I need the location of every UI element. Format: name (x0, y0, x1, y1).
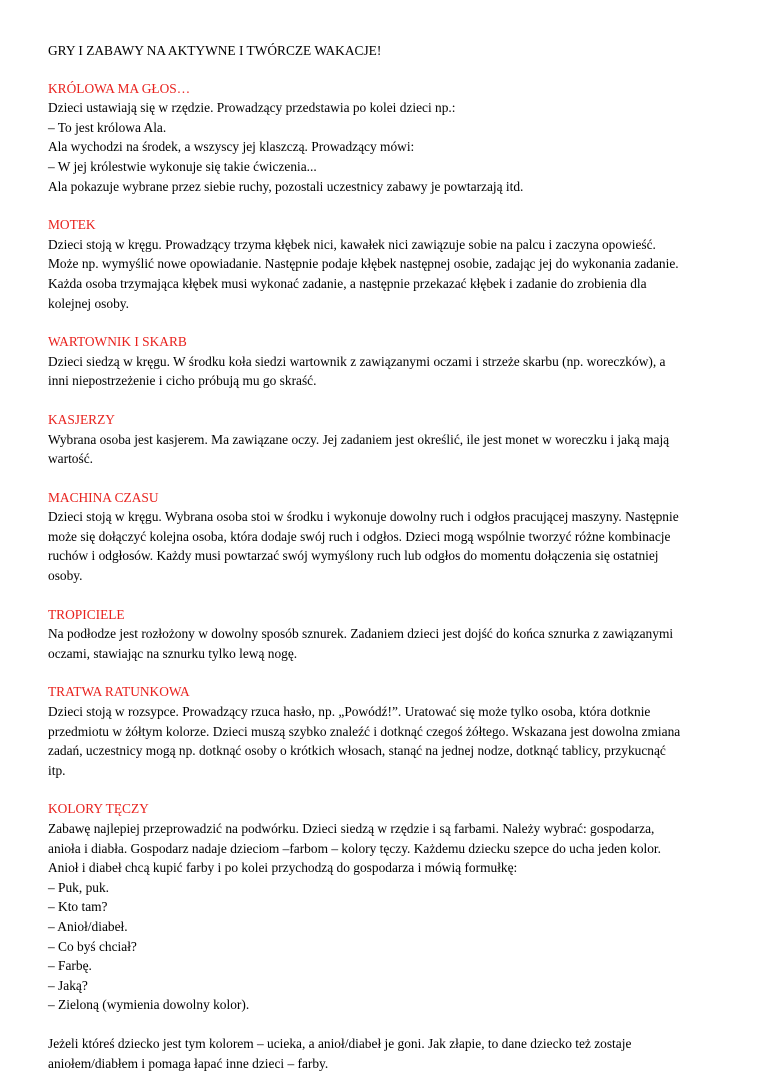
section-line: może się dołączyć kolejna osoba, która dodaje swój ruch i odgłos. Dzieci mogą wspólnie tworzyć różne kombinacje (48, 528, 671, 544)
section-heading: KOLORY TĘCZY (48, 801, 149, 817)
section-line: Ala pokazuje wybrane przez siebie ruchy, pozostali uczestnicy zabawy je powtarzają itd. (48, 178, 524, 194)
section-line: Każda osoba trzymająca kłębek musi wykonać zadanie, a następnie przekazać kłębek i zadanie do zrobienia dla (48, 275, 647, 291)
section-line: ruchów i odgłosów. Każdy musi powtarzać swój wymyślony ruch lub odgłos do momentu dołączenia się ostatniej (48, 548, 659, 564)
section-line: – W jej królestwie wykonuje się takie ćwiczenia... (48, 158, 317, 174)
section-line: Ala wychodzi na środek, a wszyscy jej klaszczą. Prowadzący mówi: (48, 139, 415, 155)
section-line: Dzieci stoją w kręgu. Prowadzący trzyma kłębek nici, kawałek nici zawiązuje sobie na palcu i zaczyna opowieść. (48, 236, 656, 252)
section-line: Na podłodze jest rozłożony w dowolny sposób sznurek. Zadaniem dzieci jest dojść do końca sznurka z zawiązanymi (48, 626, 674, 642)
section-line: Dzieci stoją w kręgu. Wybrana osoba stoi w środku i wykonuje dowolny ruch i odgłos pracującej maszyny. Następnie (48, 509, 679, 525)
section-heading: TRATWA RATUNKOWA (48, 684, 190, 700)
section-line: Dzieci siedzą w kręgu. W środku koła siedzi wartownik z zawiązanymi oczami i strzeże skarbu (np. woreczków), a (48, 353, 666, 369)
section-heading: TROPICIELE (48, 606, 125, 622)
section-line: Może np. wymyślić nowe opowiadanie. Następnie podaje kłębek następnej osobie, zadając jej do wykonania zadanie. (48, 256, 679, 272)
section-line: itp. (48, 762, 66, 778)
dialogue-line: – Co byś chciał? (48, 938, 137, 954)
section-tratwa-ratunkowa (48, 682, 738, 780)
section-line: aniołem/diabłem i pomaga łapać inne dzieci – farby. (48, 1055, 329, 1071)
dialogue-line: – Farbę. (48, 958, 92, 974)
section-line: Anioł i diabeł chcą kupić farby i po kolei przychodzą do gospodarza i mówią formułkę: (48, 860, 518, 876)
section-line: Dzieci ustawiają się w rzędzie. Prowadzący przedstawia po kolei dzieci np.: (48, 100, 456, 116)
section-line: zadań, uczestnicy mogą np. dotknąć osoby o krótkich włosach, stanąć na jednej nodze, dotknąć tablicy, przykucnąć (48, 743, 666, 759)
dialogue-line: – Anioł/diabeł. (48, 918, 128, 934)
document-page (48, 41, 738, 1092)
dialogue-line: – Kto tam? (48, 899, 108, 915)
section-motek (48, 215, 738, 313)
section-line: kolejnej osoby. (48, 295, 129, 311)
section-line: Dzieci stoją w rozsypce. Prowadzący rzuca hasło, np. „Powódź!”. Uratować się może tylko osoba, która dotknie (48, 704, 651, 720)
section-line: anioła i diabła. Gospodarz nadaje dzieciom –farbom – kolory tęczy. Każdemu dziecku szepce do ucha jeden kolor. (48, 840, 661, 856)
section-kolory-teczy (48, 799, 738, 1073)
section-heading: WARTOWNIK I SKARB (48, 334, 187, 350)
section-line: Wybrana osoba jest kasjerem. Ma zawiązane oczy. Jej zadaniem jest określić, ile jest monet w woreczku i jaką mają (48, 431, 670, 447)
section-krolowa-ma-glos (48, 79, 738, 197)
section-kasjerzy (48, 410, 738, 469)
section-line: oczami, stawiając na sznurku tylko lewą nogę. (48, 645, 298, 661)
section-heading: KRÓLOWA MA GŁOS… (48, 80, 191, 96)
document-title: GRY I ZABAWY NA AKTYWNE I TWÓRCZE WAKACJE! (48, 43, 382, 58)
dialogue-line: – Puk, puk. (48, 879, 110, 895)
section-wartownik-i-skarb (48, 332, 738, 391)
section-line: inni niepostrzeżenie i cicho próbują mu go skraść. (48, 373, 317, 389)
section-machina-czasu (48, 488, 738, 586)
closing-paragraph (48, 1034, 738, 1073)
section-line: Zabawę najlepiej przeprowadzić na podwórku. Dzieci siedzą w rzędzie i są farbami. Należy wybrać: gospodarza, (48, 821, 655, 836)
section-line: przedmiotu w żółtym kolorze. Dzieci muszą szybko znaleźć i dotknąć czegoś żółtego. Wskazana jest dowolna zmiana (48, 723, 681, 739)
section-tropiciele (48, 605, 738, 664)
section-line: osoby. (48, 568, 83, 584)
section-heading: MOTEK (48, 217, 96, 233)
section-heading: KASJERZY (48, 411, 115, 427)
dialogue-line: – Zieloną (wymienia dowolny kolor). (48, 997, 250, 1013)
dialogue-line: – Jaką? (48, 977, 88, 993)
section-line: wartość. (48, 451, 93, 467)
section-line: Jeżeli któreś dziecko jest tym kolorem – ucieka, a anioł/diabeł je goni. Jak złapie, to dane dziecko też zostaje (48, 1035, 632, 1051)
section-line: – To jest królowa Ala. (48, 119, 167, 135)
section-heading: MACHINA CZASU (48, 489, 159, 505)
